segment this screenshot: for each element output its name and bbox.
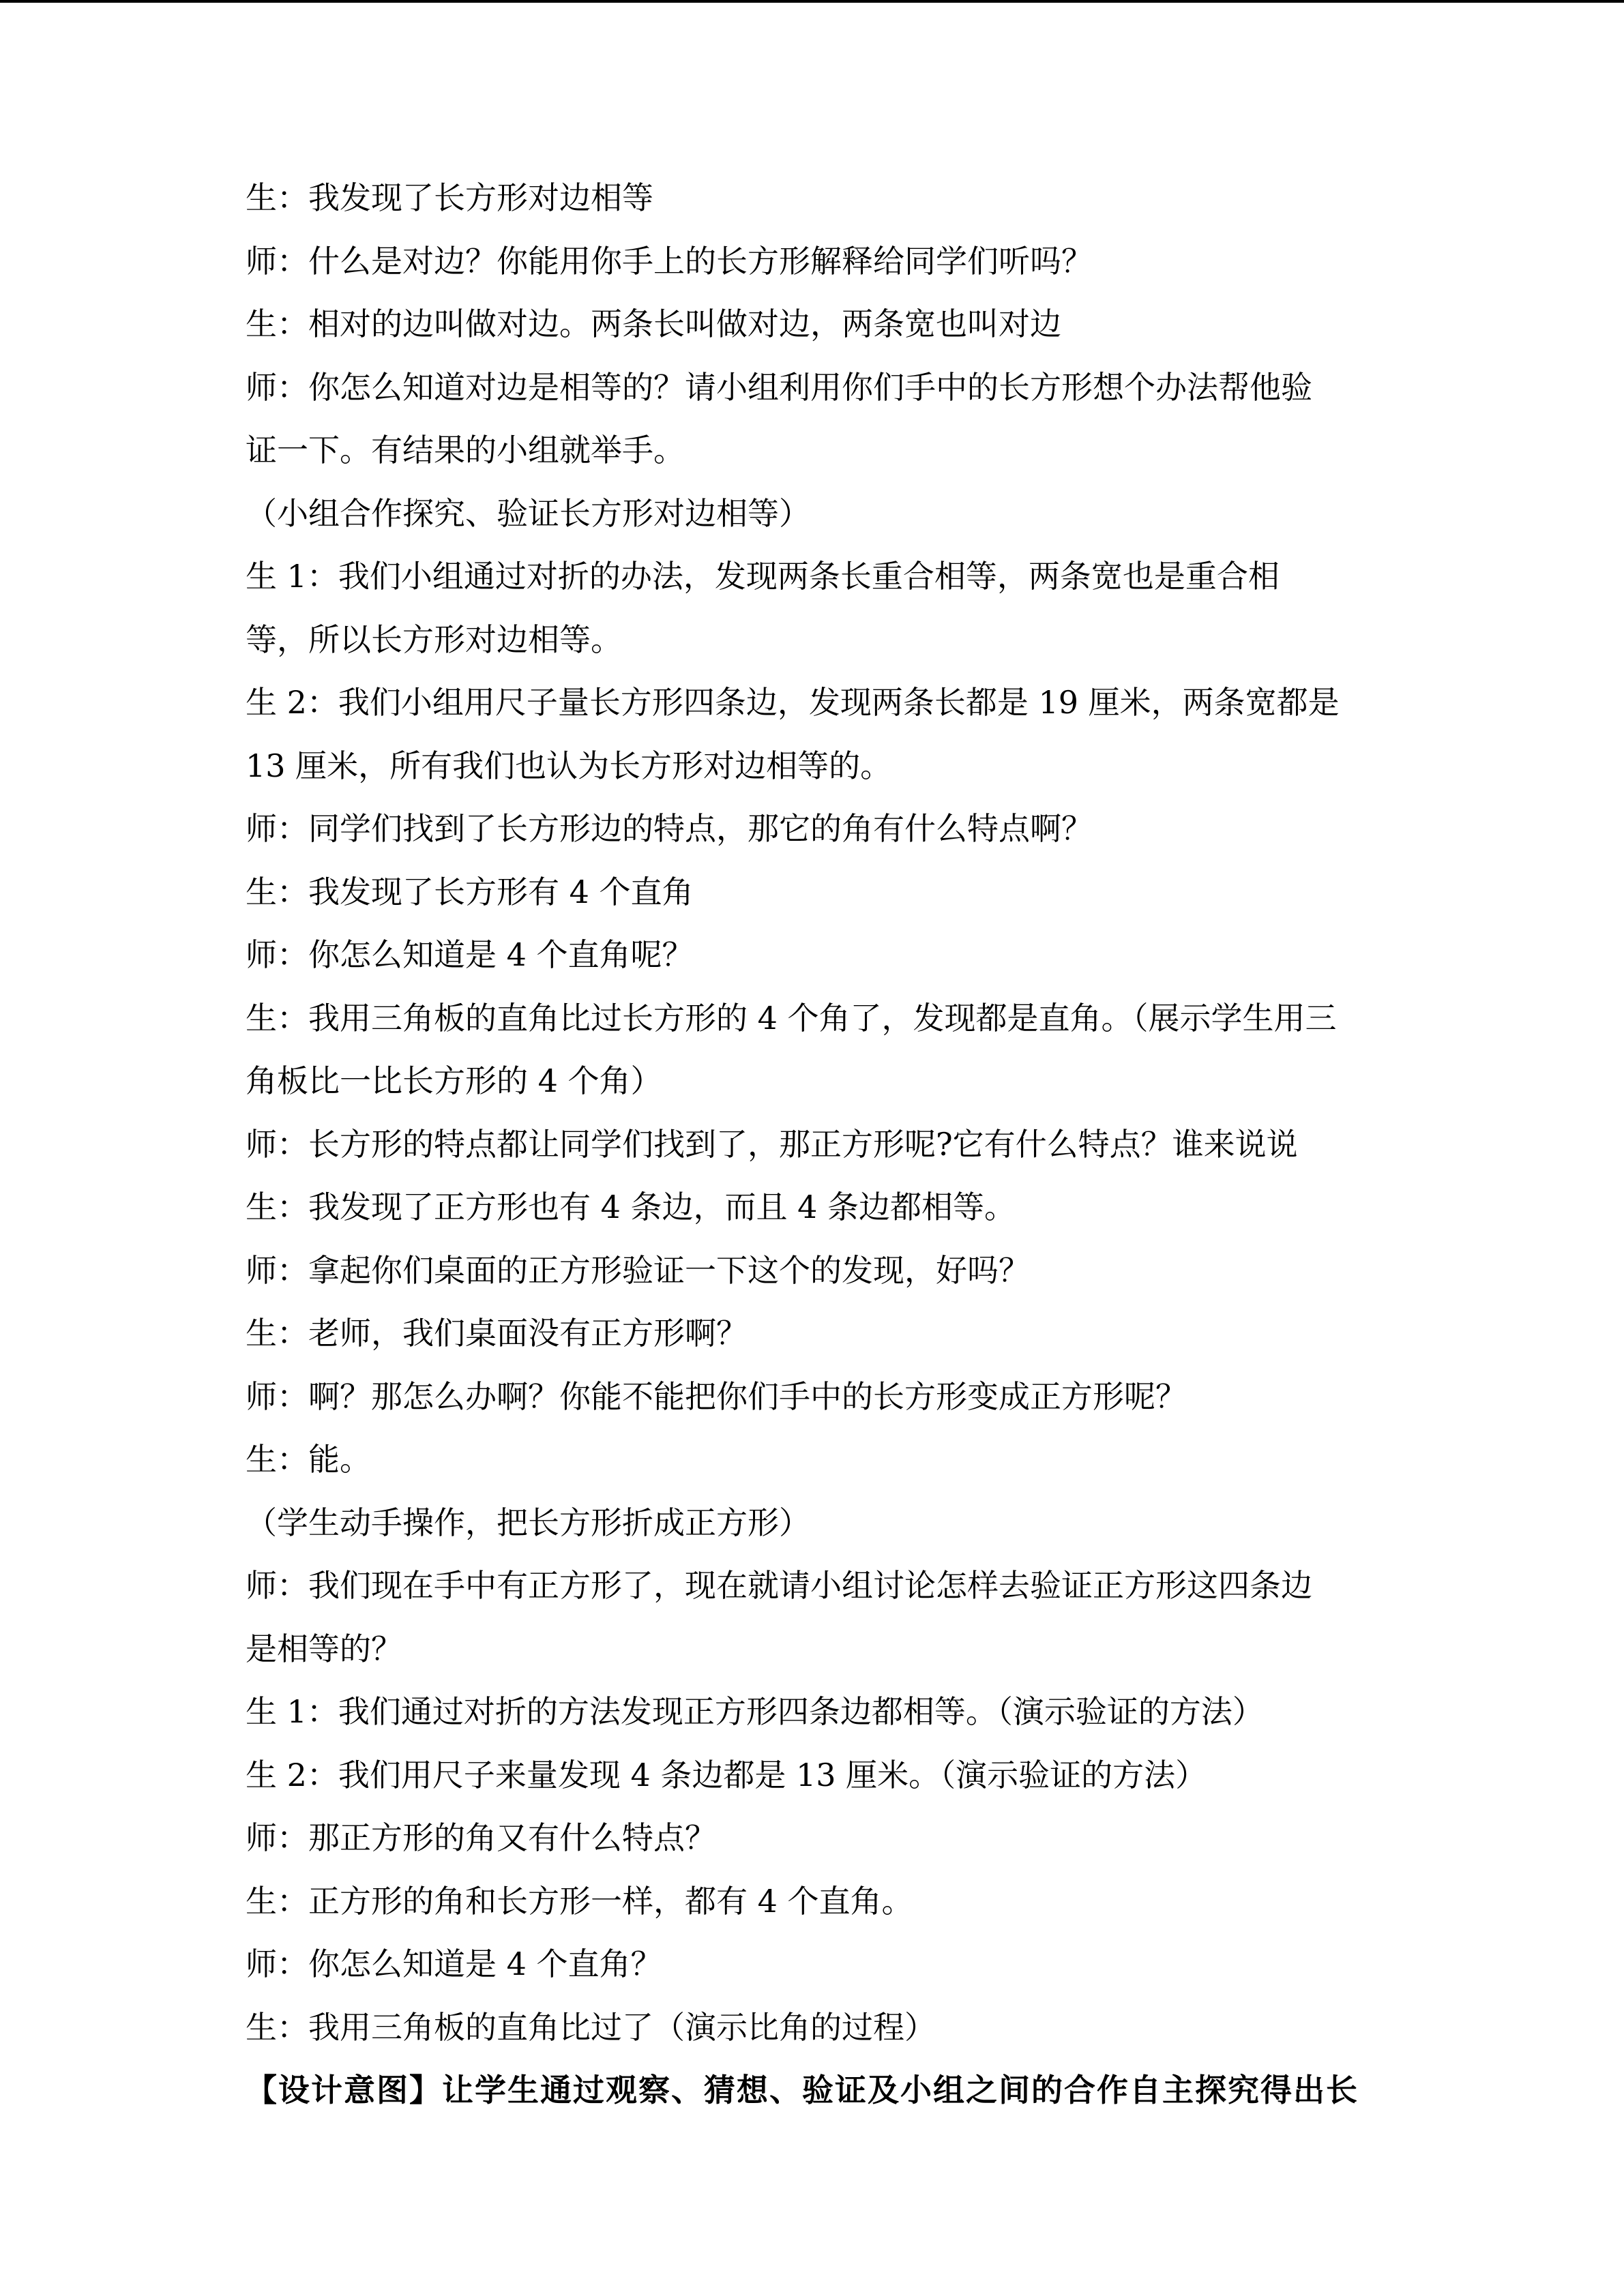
transcript-line: 生：相对的边叫做对边。两条长叫做对边，两条宽也叫对边 (246, 305, 1061, 342)
transcript-line: 师：你怎么知道对边是相等的？请小组利用你们手中的长方形想个办法帮他验 (246, 368, 1312, 406)
transcript-line: 生 2：我们小组用尺子量长方形四条边，发现两条长都是 19 厘米，两条宽都是 (246, 684, 1340, 721)
transcript-line: 是相等的？ (246, 1630, 402, 1667)
transcript-line: 师：拿起你们桌面的正方形验证一下这个的发现，好吗？ (246, 1251, 1030, 1289)
transcript-line: 生 1：我们小组通过对折的办法，发现两条长重合相等，两条宽也是重合相 (246, 558, 1280, 595)
transcript-line: 师：那正方形的角又有什么特点？ (246, 1819, 716, 1856)
transcript-line: 师：我们现在手中有正方形了，现在就请小组讨论怎样去验证正方形这四条边 (246, 1567, 1312, 1604)
transcript-line: 师：什么是对边？你能用你手上的长方形解释给同学们听吗？ (246, 242, 1093, 280)
lesson-transcript (246, 166, 1381, 2122)
transcript-line: 生：我用三角板的直角比过长方形的 4 个角了，发现都是直角。（展示学生用三 (246, 999, 1337, 1037)
transcript-line: 生：我用三角板的直角比过了（演示比角的过程） (246, 2008, 936, 2046)
transcript-line: 生：我发现了长方形对边相等 (246, 179, 653, 216)
transcript-line: 生：能。 (246, 1441, 371, 1478)
design-intent-note: 【设计意图】让学生通过观察、猜想、验证及小组之间的合作自主探究得出长 (246, 2072, 1359, 2108)
transcript-line: 师：同学们找到了长方形边的特点，那它的角有什么特点啊？ (246, 810, 1093, 847)
transcript-line: 13 厘米，所有我们也认为长方形对边相等的。 (246, 747, 892, 784)
transcript-line: 生：我发现了正方形也有 4 条边，而且 4 条边都相等。 (246, 1189, 1016, 1225)
transcript-line: 师：你怎么知道是 4 个直角呢？ (246, 936, 694, 973)
transcript-line: 生 1：我们通过对折的方法发现正方形四条边都相等。（演示验证的方法） (246, 1693, 1264, 1730)
transcript-line: （小组合作探究、验证长方形对边相等） (246, 494, 810, 532)
transcript-line: 生：正方形的角和长方形一样，都有 4 个直角。 (246, 1882, 913, 1920)
transcript-line: 师：啊？那怎么办啊？你能不能把你们手中的长方形变成正方形呢？ (246, 1377, 1187, 1415)
transcript-line: 等，所以长方形对边相等。 (246, 621, 622, 658)
transcript-line: 生 2：我们用尺子来量发现 4 条边都是 13 厘米。（演示验证的方法） (246, 1756, 1207, 1793)
transcript-line: 角板比一比长方形的 4 个角） (246, 1062, 662, 1099)
transcript-line: 生：我发现了长方形有 4 个直角 (246, 873, 694, 910)
transcript-line: 证一下。有结果的小组就举手。 (246, 432, 685, 468)
page-top-border (0, 0, 1624, 3)
transcript-line: 师：长方形的特点都让同学们找到了，那正方形呢?它有什么特点？谁来说说 (246, 1125, 1298, 1163)
transcript-line: 师：你怎么知道是 4 个直角？ (246, 1945, 662, 1982)
transcript-line: （学生动手操作，把长方形折成正方形） (246, 1504, 810, 1541)
transcript-line: 生：老师，我们桌面没有正方形啊？ (246, 1315, 748, 1352)
